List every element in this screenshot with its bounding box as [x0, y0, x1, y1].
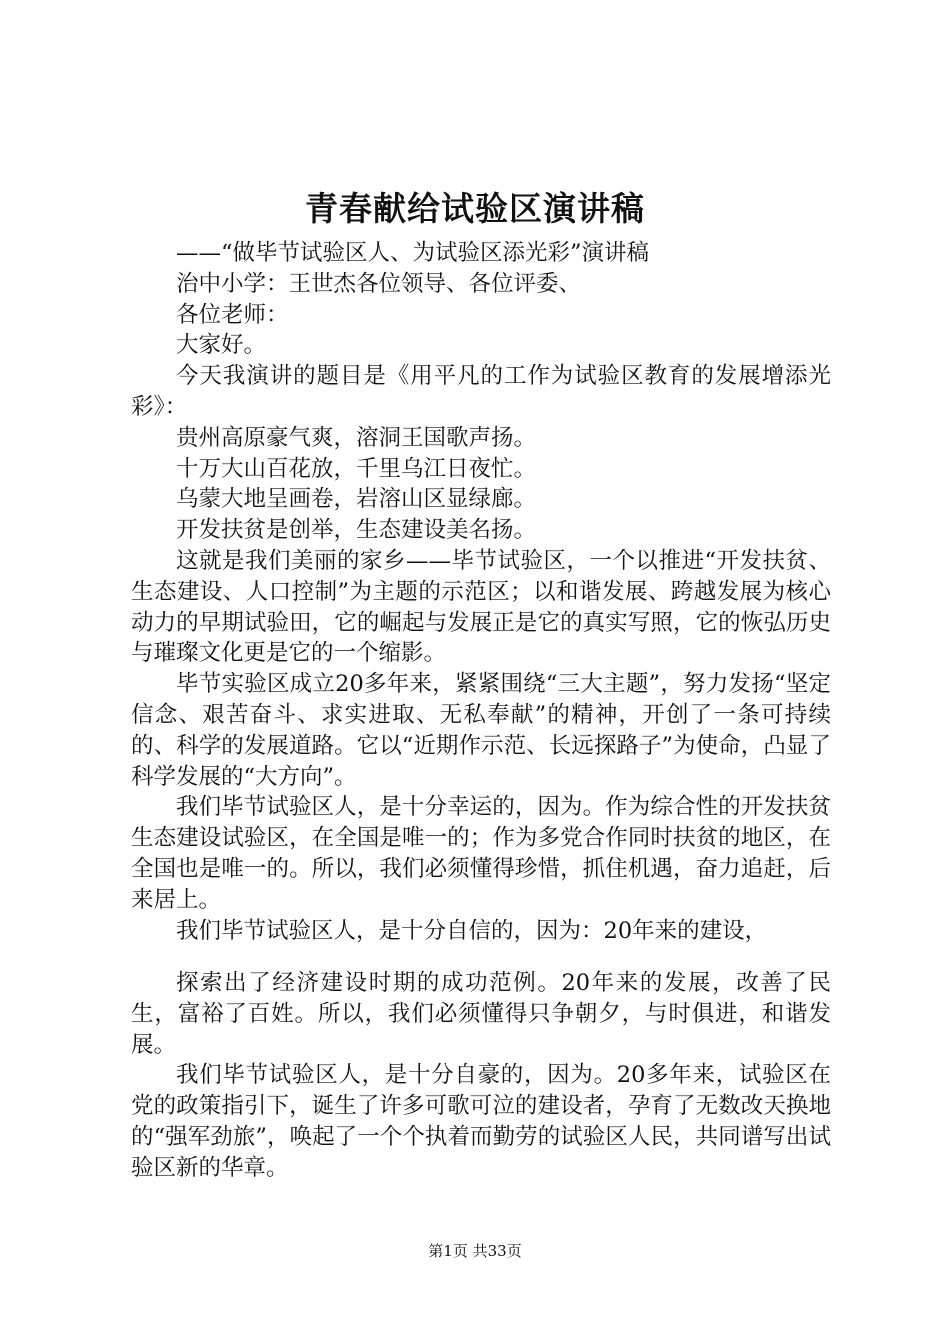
- paragraph: 今天我演讲的题目是《用平凡的工作为试验区教育的发展增添光彩》：: [131, 363, 831, 420]
- poem-line: 十万大山百花放，千里乌江日夜忙。: [176, 455, 537, 482]
- page-footer: 第1页 共33页: [428, 1242, 522, 1260]
- paragraph: 我们毕节试验区人，是十分幸运的，因为。作为综合性的开发扶贫生态建设试验区，在全国是唯一的；作为多党合作同时扶贫的地区，在全国也是唯一的。所以，我们必须懂得珍惜，抓住机遇，奋力追赶，后来居上。: [131, 794, 831, 913]
- poem-line: 乌蒙大地呈画卷，岩溶山区显绿廊。: [176, 486, 537, 513]
- paragraph: 治中小学：王世杰各位领导、各位评委、: [176, 270, 582, 297]
- paragraph: 这就是我们美丽的家乡——毕节试验区，一个以推进“开发扶贫、生态建设、人口控制”为主题的示范区；以和谐发展、跨越发展为核心动力的早期试验田，它的崛起与发展正是它的真实写照，它的恢弘历史与璀璨文化更是它的一个缩影。: [131, 547, 831, 667]
- paragraph: ——“做毕节试验区人、为试验区添光彩”演讲稿: [176, 240, 650, 266]
- document-body-part2: [131, 968, 831, 1184]
- document-title: 青春献给试验区演讲稿: [305, 189, 645, 228]
- document-body-part1: [131, 238, 831, 946]
- poem-line: 贵州高原豪气爽，溶洞王国歌声扬。: [176, 424, 537, 451]
- poem-line: 开发扶贫是创举，生态建设美名扬。: [176, 517, 537, 544]
- paragraph: 各位老师：: [176, 301, 289, 328]
- paragraph: 我们毕节试验区人，是十分自豪的，因为。20多年来，试验区在党的政策指引下，诞生了许多可歌可泣的建设者，孕育了无数改天换地的“强军劲旅”，唤起了一个个执着而勤劳的试验区人民，共同谱写出试验区新的华章。: [131, 1062, 831, 1181]
- paragraph: 我们毕节试验区人，是十分自信的，因为：20年来的建设，: [176, 917, 768, 944]
- paragraph: 探索出了经济建设时期的成功范例。20年来的发展，改善了民生，富裕了百姓。所以，我们必须懂得只争朝夕，与时俱进，和谐发展。: [131, 970, 831, 1058]
- paragraph: 大家好。: [176, 332, 267, 359]
- paragraph: 毕节实验区成立20多年来，紧紧围绕“三大主题”，努力发扬“坚定信念、艰苦奋斗、求实进取、无私奉献”的精神，开创了一条可持续的、科学的发展道路。它以“近期作示范、长远探路子”为使命，凸显了科学发展的“大方向”。: [131, 671, 831, 790]
